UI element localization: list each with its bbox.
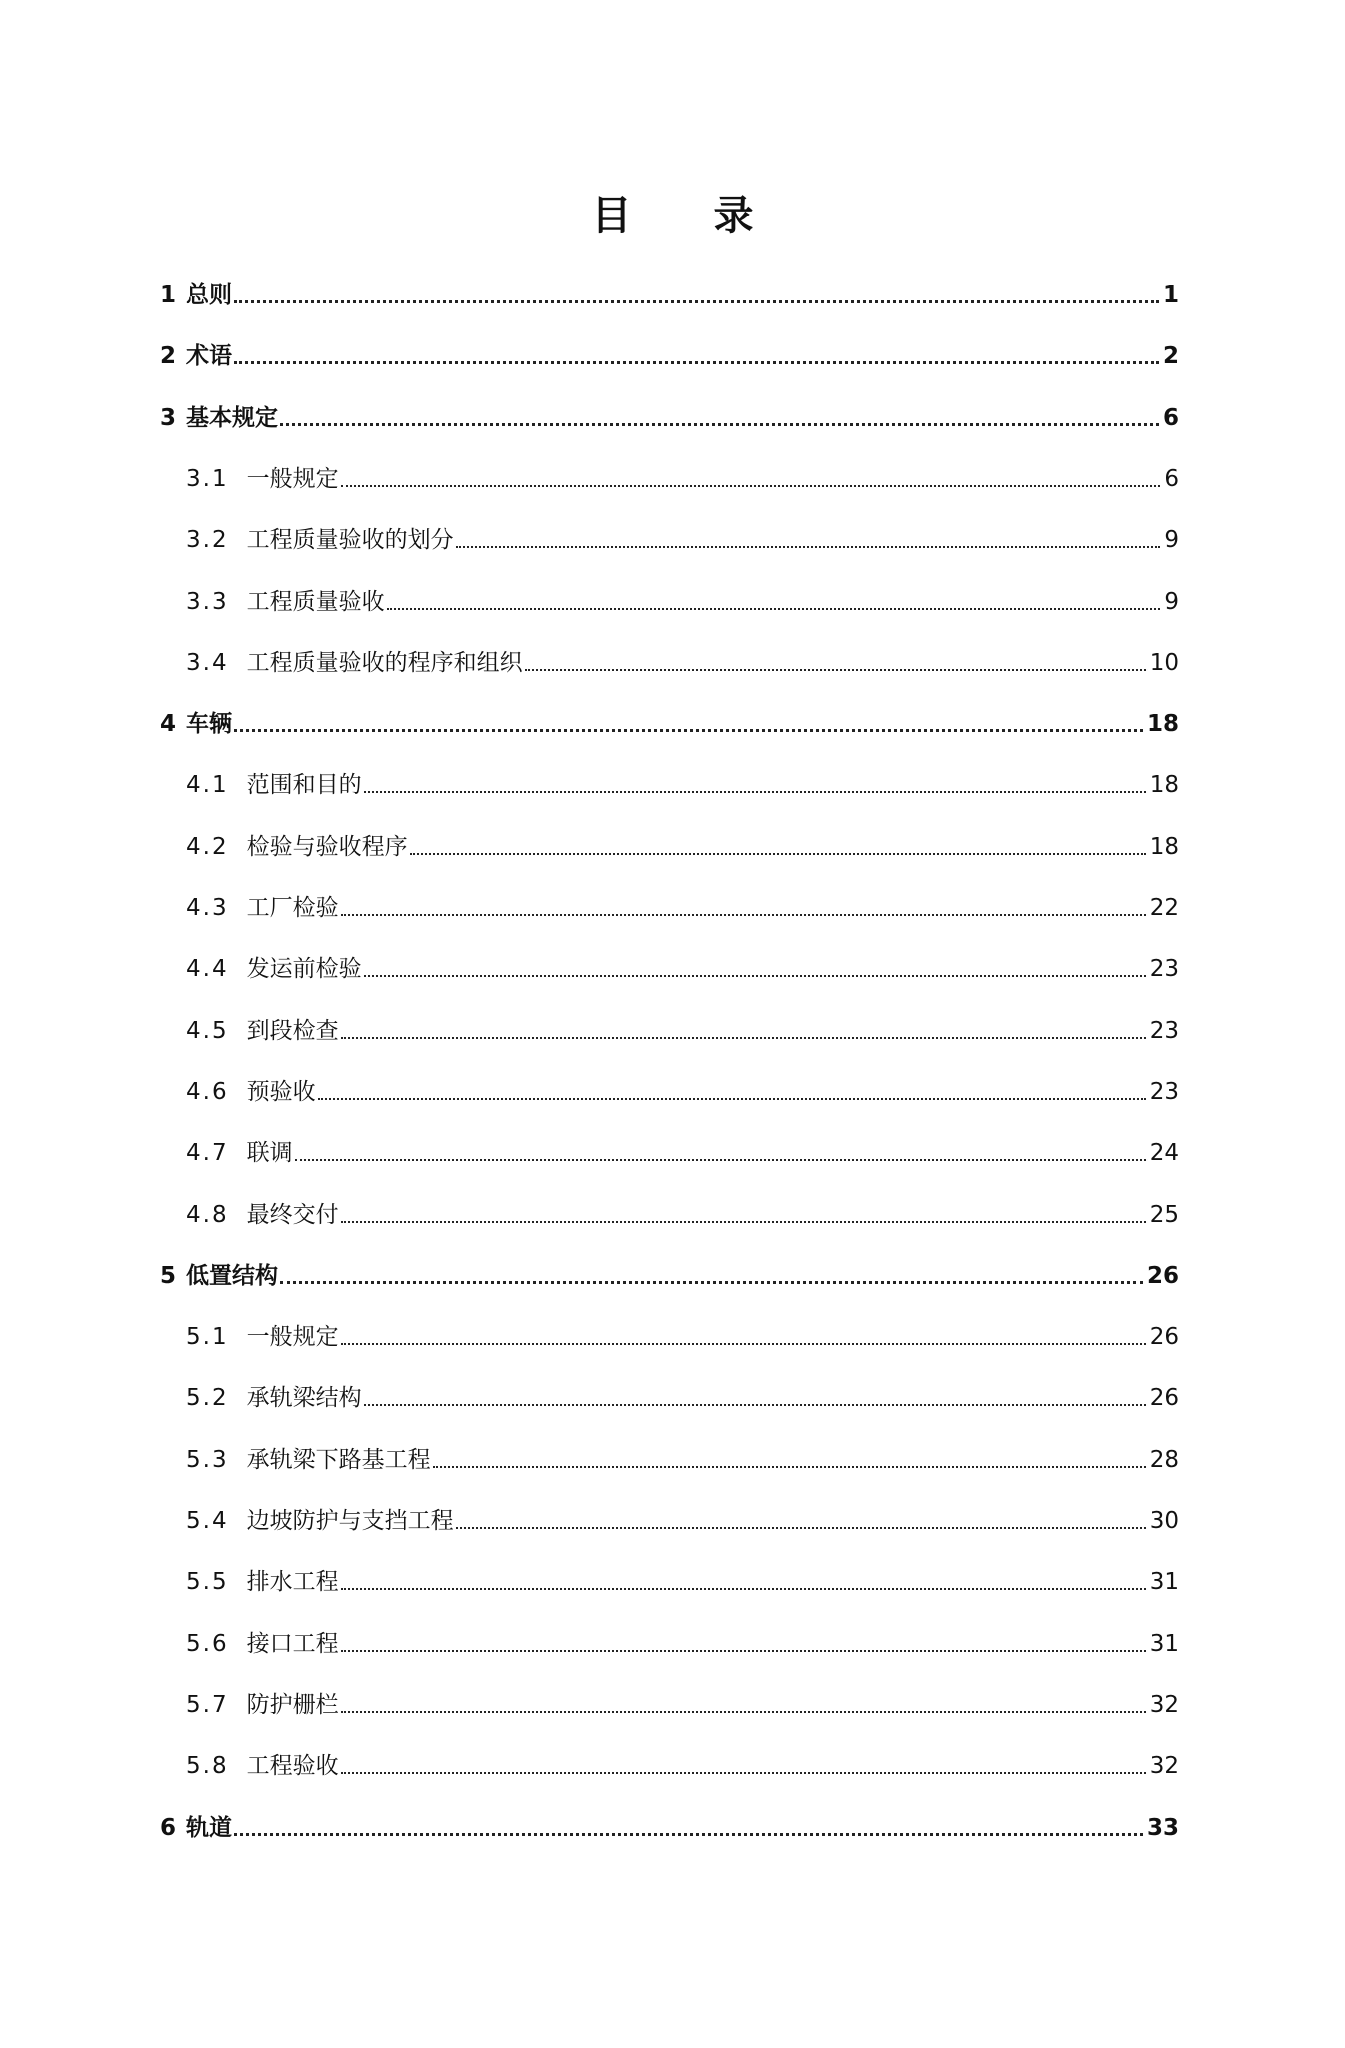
toc-entry-number: 4.4 (186, 956, 229, 982)
toc-page-number: 24 (1149, 1140, 1179, 1166)
toc-dot-leader (433, 1466, 1146, 1468)
toc-page-number: 18 (1149, 834, 1179, 860)
toc-page-number: 28 (1149, 1447, 1179, 1473)
toc-entry-title: 最终交付 (246, 1202, 339, 1228)
toc-dot-leader (364, 975, 1146, 977)
toc-page-number: 23 (1149, 1079, 1179, 1105)
toc-entry-title: 一般规定 (246, 466, 339, 492)
toc-entry-number: 5.5 (186, 1569, 229, 1595)
toc-entry-number: 5.6 (186, 1631, 229, 1657)
toc-entry-title: 工程质量验收 (246, 589, 385, 615)
toc-entry-title: 接口工程 (246, 1631, 339, 1657)
toc-chapter-entry[interactable] (160, 399, 1179, 433)
toc-page-number: 2 (1162, 343, 1179, 369)
toc-section-entry[interactable] (186, 521, 1179, 555)
toc-entry-title: 预验收 (246, 1079, 316, 1105)
toc-section-entry[interactable] (186, 460, 1179, 494)
toc-dot-leader (295, 1159, 1146, 1161)
toc-section-entry[interactable] (186, 1318, 1179, 1352)
toc-dot-leader (525, 669, 1146, 671)
toc-entry-title: 发运前检验 (246, 956, 362, 982)
toc-page-number: 23 (1149, 1018, 1179, 1044)
toc-entry-number: 3.1 (186, 466, 229, 492)
toc-page-number: 23 (1149, 956, 1179, 982)
toc-entry-title: 承轨梁下路基工程 (246, 1447, 431, 1473)
toc-section-entry[interactable] (186, 1625, 1179, 1659)
toc-entry-number: 3.4 (186, 650, 229, 676)
page-title: 目 录 (591, 193, 788, 239)
toc-entry-number: 2 (160, 343, 177, 369)
toc-section-entry[interactable] (186, 1196, 1179, 1230)
toc-section-entry[interactable] (186, 889, 1179, 923)
toc-section-entry[interactable] (186, 1379, 1179, 1413)
toc-section-entry[interactable] (186, 1747, 1179, 1781)
toc-entry-number: 5.1 (186, 1324, 229, 1350)
toc-section-entry[interactable] (186, 828, 1179, 862)
toc-entry-number: 4.8 (186, 1202, 229, 1228)
toc-dot-leader (341, 1772, 1146, 1774)
toc-dot-leader (280, 1281, 1143, 1284)
toc-dot-leader (341, 1221, 1146, 1223)
toc-page-number: 32 (1149, 1753, 1179, 1779)
toc-entry-number: 4.6 (186, 1079, 229, 1105)
toc-dot-leader (234, 361, 1159, 364)
toc-page-number: 26 (1149, 1324, 1179, 1350)
toc-entry-title: 总则 (186, 282, 233, 308)
toc-section-entry[interactable] (186, 1134, 1179, 1168)
toc-entry-title: 检验与验收程序 (246, 834, 408, 860)
toc-entry-title: 低置结构 (186, 1263, 279, 1289)
toc-entry-title: 边坡防护与支挡工程 (246, 1508, 454, 1534)
toc-page-number: 9 (1164, 527, 1179, 553)
toc-entry-number: 5 (160, 1263, 177, 1289)
toc-section-entry[interactable] (186, 1441, 1179, 1475)
toc-dot-leader (234, 729, 1143, 732)
toc-entry-number: 6 (160, 1815, 177, 1841)
toc-entry-number: 1 (160, 282, 177, 308)
toc-dot-leader (456, 1527, 1146, 1529)
toc-section-entry[interactable] (186, 1073, 1179, 1107)
toc-dot-leader (364, 1404, 1146, 1406)
toc-chapter-entry[interactable] (160, 337, 1179, 371)
toc-page-number: 18 (1146, 711, 1179, 737)
toc-entry-title: 工程质量验收的划分 (246, 527, 454, 553)
toc-page-number: 26 (1149, 1385, 1179, 1411)
toc-entry-title: 联调 (246, 1140, 293, 1166)
toc-entry-number: 5.3 (186, 1447, 229, 1473)
toc-entry-title: 范围和目的 (246, 772, 362, 798)
toc-dot-leader (364, 791, 1146, 793)
toc-page-number: 31 (1149, 1569, 1179, 1595)
toc-dot-leader (341, 1343, 1146, 1345)
toc-page-number: 9 (1164, 589, 1179, 615)
toc-page-number: 26 (1146, 1263, 1179, 1289)
toc-entry-title: 防护栅栏 (246, 1692, 339, 1718)
toc-dot-leader (341, 485, 1161, 487)
toc-page-number: 25 (1149, 1202, 1179, 1228)
toc-entry-title: 工程质量验收的程序和组织 (246, 650, 523, 676)
toc-chapter-entry[interactable] (160, 276, 1179, 310)
toc-entry-title: 车辆 (186, 711, 233, 737)
toc-dot-leader (341, 1588, 1146, 1590)
toc-section-entry[interactable] (186, 1686, 1179, 1720)
toc-entry-title: 承轨梁结构 (246, 1385, 362, 1411)
toc-entry-number: 4.7 (186, 1140, 229, 1166)
toc-entry-title: 术语 (186, 343, 233, 369)
toc-dot-leader (410, 853, 1146, 855)
toc-entry-title: 工厂检验 (246, 895, 339, 921)
toc-dot-leader (387, 608, 1161, 610)
toc-entry-title: 工程验收 (246, 1753, 339, 1779)
toc-dot-leader (280, 423, 1159, 426)
toc-section-entry[interactable] (186, 1563, 1179, 1597)
toc-section-entry[interactable] (186, 644, 1179, 678)
toc-page-number: 6 (1164, 466, 1179, 492)
toc-dot-leader (234, 1833, 1143, 1836)
toc-page-number: 1 (1162, 282, 1179, 308)
toc-entry-number: 5.4 (186, 1508, 229, 1534)
toc-entry-number: 4 (160, 711, 177, 737)
toc-entry-title: 基本规定 (186, 405, 279, 431)
toc-entry-number: 5.8 (186, 1753, 229, 1779)
toc-chapter-entry[interactable] (160, 705, 1179, 739)
toc-page-number: 10 (1149, 650, 1179, 676)
toc-chapter-entry[interactable] (160, 1809, 1179, 1843)
toc-page-number: 32 (1149, 1692, 1179, 1718)
toc-dot-leader (341, 1037, 1146, 1039)
toc-entry-number: 5.7 (186, 1692, 229, 1718)
toc-entry-title: 排水工程 (246, 1569, 339, 1595)
toc-entry-title: 轨道 (186, 1815, 233, 1841)
toc-entry-number: 4.3 (186, 895, 229, 921)
toc-entry-number: 3 (160, 405, 177, 431)
toc-section-entry[interactable] (186, 1502, 1179, 1536)
toc-dot-leader (456, 546, 1161, 548)
toc-entry-number: 4.1 (186, 772, 229, 798)
toc-entry-number: 4.2 (186, 834, 229, 860)
toc-section-entry[interactable] (186, 583, 1179, 617)
toc-entry-number: 5.2 (186, 1385, 229, 1411)
toc-page-number: 31 (1149, 1631, 1179, 1657)
toc-entry-number: 3.2 (186, 527, 229, 553)
toc-section-entry[interactable] (186, 1012, 1179, 1046)
toc-dot-leader (234, 300, 1159, 303)
toc-chapter-entry[interactable] (160, 1257, 1179, 1291)
toc-entry-title: 一般规定 (246, 1324, 339, 1350)
toc-dot-leader (318, 1098, 1146, 1100)
toc-page-number: 30 (1149, 1508, 1179, 1534)
toc-dot-leader (341, 914, 1146, 916)
toc-page-number: 22 (1149, 895, 1179, 921)
toc-section-entry[interactable] (186, 950, 1179, 984)
toc-entry-number: 3.3 (186, 589, 229, 615)
toc-entry-title: 到段检查 (246, 1018, 339, 1044)
toc-section-entry[interactable] (186, 766, 1179, 800)
toc-entry-number: 4.5 (186, 1018, 229, 1044)
toc-page-number: 18 (1149, 772, 1179, 798)
toc-page-number: 33 (1146, 1815, 1179, 1841)
toc-page-number: 6 (1162, 405, 1179, 431)
toc-dot-leader (341, 1711, 1146, 1713)
toc-dot-leader (341, 1650, 1146, 1652)
